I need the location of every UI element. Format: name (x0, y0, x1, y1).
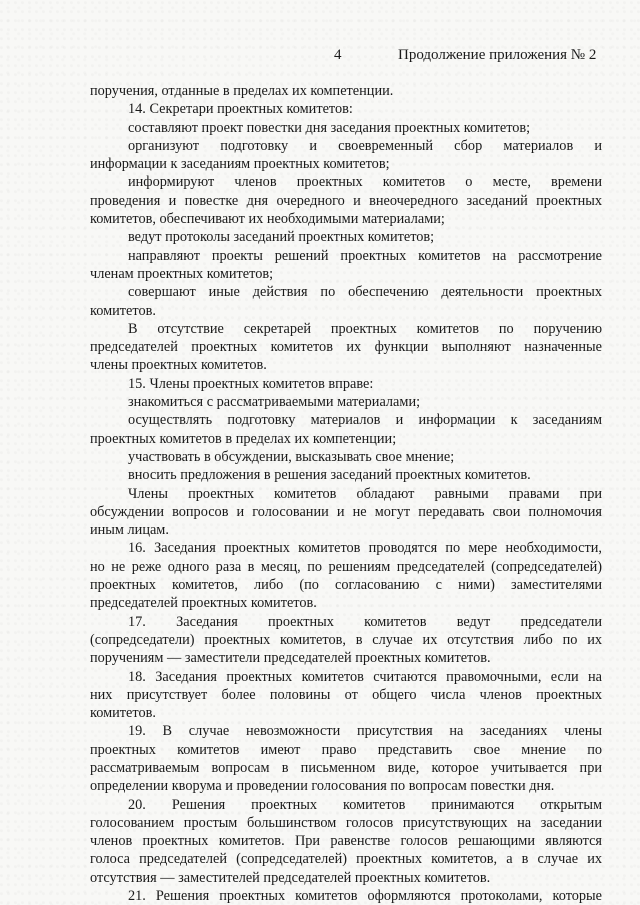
text-line: проектных комитетов имеют право представить свое мнение по (90, 741, 602, 758)
text-line: направляют проекты решений проектных комитетов на рассмотрение (128, 247, 602, 264)
text-line: комитетов. (90, 705, 156, 722)
text-line: 18. Заседания проектных комитетов считаются правомочными, если на (128, 668, 602, 685)
text-line: осуществлять подготовку материалов и информации к заседаниям (128, 412, 602, 429)
text-line: комитетов. (90, 302, 156, 319)
page-number: 4 (334, 47, 342, 63)
text-line: председателей проектных комитетов их функции выполняют назначенные (90, 339, 602, 356)
text-line: (сопредседатели) проектных комитетов, в случае их отсутствия либо по их (90, 631, 602, 648)
text-line: отсутствия — заместителей председателей проектных комитетов. (90, 869, 491, 886)
text-line: иным лицам. (90, 522, 169, 539)
text-line: Члены проектных комитетов обладают равными правами при (128, 485, 602, 502)
text-line: 15. Члены проектных комитетов вправе: (128, 375, 374, 392)
text-line: ведут протоколы заседаний проектных комитетов; (128, 229, 435, 246)
text-line: проведения и повестке дня очередного и внеочередного заседаний проектных (90, 192, 602, 209)
page-header (0, 47, 640, 67)
text-line: 17. Заседания проектных комитетов ведут председатели (128, 613, 602, 630)
text-line: определении кворума и проведении голосования по вопросам повестки дня. (90, 778, 555, 795)
text-line: знакомиться с рассматриваемыми материалами; (128, 394, 421, 411)
text-line: рассматриваемым вопросам в письменном виде, которое учитывается при (90, 759, 602, 776)
text-line: 21. Решения проектных комитетов оформляются протоколами, которые (128, 888, 602, 905)
text-line: 19. В случае невозможности присутствия на заседаниях члены (128, 723, 602, 740)
text-line: голосованием простым большинством голосов присутствующих на заседании (90, 814, 602, 831)
text-line: 16. Заседания проектных комитетов проводятся по мере необходимости, (128, 540, 602, 557)
text-line: участвовать в обсуждении, высказывать свое мнение; (128, 448, 455, 465)
text-line: 20. Решения проектных комитетов принимаются открытым (128, 796, 602, 813)
text-line: 14. Секретари проектных комитетов: (128, 101, 353, 118)
text-line: поручениям — заместители председателей проектных комитетов. (90, 650, 491, 667)
text-line: членов проектных комитетов. При равенстве голосов решающими являются (90, 833, 602, 850)
text-line: проектных комитетов, либо (по согласованию с ними) заместителями (90, 577, 602, 594)
text-line: но не реже одного раза в месяц, по решениям председателей (сопредседателей) (90, 558, 602, 575)
appendix-continuation-title: Продолжение приложения № 2 (398, 47, 597, 63)
text-line: голоса председателей (сопредседателей) проектных комитетов, а в случае их (90, 851, 602, 868)
text-line: составляют проект повестки дня заседания проектных комитетов; (128, 119, 531, 136)
text-line: вносить предложения в решения заседаний проектных комитетов. (128, 467, 531, 484)
text-line: организуют подготовку и своевременный сбор материалов и (128, 137, 602, 154)
text-line: члены проектных комитетов. (90, 357, 267, 374)
text-line: комитетов, обеспечивают их необходимыми материалами; (90, 211, 445, 228)
text-line: председателей проектных комитетов. (90, 595, 317, 612)
text-line: членам проектных комитетов; (90, 265, 274, 282)
text-line: поручения, отданные в пределах их компетенции. (90, 83, 394, 99)
text-line: обсуждении вопросов и голосовании и не могут передавать свои полномочия (90, 503, 602, 520)
text-line: проектных комитетов в пределах их компетенции; (90, 430, 397, 447)
text-line: них присутствует более половины от общего числа членов проектных (90, 686, 602, 703)
text-line: В отсутствие секретарей проектных комитетов по поручению (128, 320, 602, 337)
text-line: информируют членов проектных комитетов о месте, времени (128, 174, 602, 191)
text-line: информации к заседаниям проектных комитетов; (90, 156, 390, 173)
text-line: совершают иные действия по обеспечению деятельности проектных (128, 284, 602, 301)
document-body (90, 82, 602, 905)
